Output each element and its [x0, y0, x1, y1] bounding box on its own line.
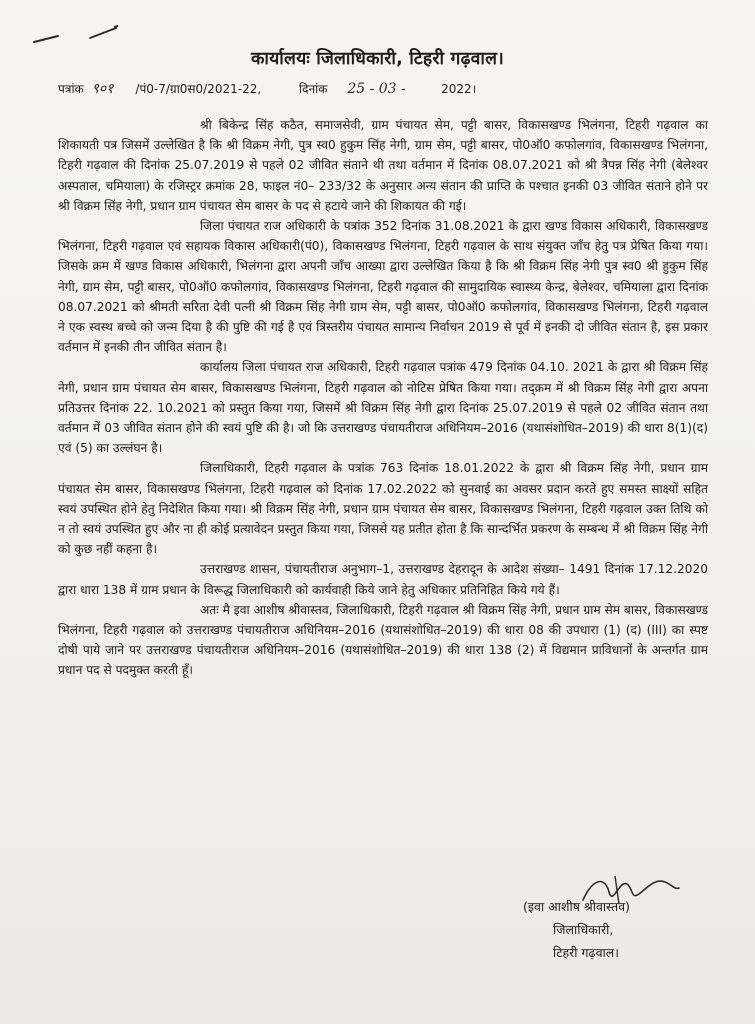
date-label: दिनांक	[299, 82, 328, 96]
patrank-label: पत्रांक	[58, 82, 84, 96]
date-handwritten: 25 - 03 -	[347, 81, 406, 97]
reference-line	[58, 79, 698, 98]
file-number: /पं0-7/ग्रा0स0/2021-22,	[135, 82, 262, 96]
paragraph-order: अतः मै इवा आशीष श्रीवास्तव, जिलाधिकारी, टिहरी गढ़वाल श्री विक्रम सिंह नेगी, प्रधान ग्राम सेम बासर, विकासखण्ड भिलंगना, टिहरी गढ़वाल को उत्तराखण्ड पंचायतीराज अधिनियम–2016 (यथासंशोधित–2019) की धारा 08 की उपधारा (1) (द) (III) का स्पष्ट दोषी पाये जाने पर उत्तराखण्ड पंचायतीराज अधिनियम–2016 (यथासंशोधित–2019) की धारा 138 (2) में विद्यमान प्राविधानों के अन्तर्गत ग्राम प्रधान पद से पदमुक्त करती हूँ।	[58, 602, 708, 678]
date-year: 2022।	[441, 82, 477, 96]
signatory-name: (इवा आशीष श्रीवास्तव)	[523, 899, 630, 914]
signatory-office: टिहरी गढ़वाल।	[553, 945, 619, 960]
paragraph-inquiry: जिला पंचायत राज अधिकारी के पत्रांक 352 दिनांक 31.08.2021 के द्वारा खण्ड विकास अधिकारी, विकासखण्ड भिलंगना, टिहरी गढ़वाल एवं सहायक विकास अधिकारी(पं0), विकासखण्ड भिलंगना, टिहरी गढ़वाल के साथ संयुक्त जाँच हेतु पत्र प्रेषित किया गया। जिसके क्रम में खण्ड विकास अधिकारी, भिलंगना द्वारा अपनी जाँच आख्या द्वारा उल्लेखित किया है कि श्री विक्रम सिंह नेगी पुत्र स्व0 श्री हुकुम सिंह नेगी, ग्राम सेम, पट्टी बासर, पो0ऑ0 कफोलगांव, विकासखण्ड भिलंगना, टिहरी गढ़वाल की सामुदायिक स्वास्थ्य केन्द्र, बेलेश्वर, चमियाला द्वारा दिनांक 08.07.2021 को श्रीमती सरिता देवी पत्नी श्री विक्रम सिंह नेगी ग्राम सेम, पट्टी बासर, पो0ऑ0 कफोलगांव, विकासखण्ड भिलंगना, टिहरी गढ़वाल ने एक स्वस्थ बच्चे को जन्म दिया है की पुष्टि की गई है एवं त्रिस्तरीय पंचायत सामान्य निर्वाचन 2019 से पूर्व में इनकी दो जीवित संतान है, इस प्रकार वर्तमान में इनकी तीन जीवित संतान है।	[58, 219, 708, 355]
paragraph-authority: उत्तराखण्ड शासन, पंचायतीराज अनुभाग–1, उत्तराखण्ड देहरादून के आदेश संख्या– 1491 दिनांक 17.12.2020 द्वारा धारा 138 में ग्राम प्रधान के विरूद्ध जिलाधिकारी को कार्यवाही किये जाने हेतु अधिकार प्रतिनिहित किये गये हैं।	[58, 562, 708, 597]
paragraph-complaint: श्री बिकेन्द्र सिंह कठैत, समाजसेवी, ग्राम पंचायत सेम, पट्टी बासर, विकासखण्ड भिलंगना, टिहरी गढ़वाल का शिकायती पत्र जिसमें उल्लेखित है कि श्री विक्रम नेगी, पुत्र स्व0 हुकुम सिंह नेगी, ग्राम सेम, पट्टी बासर, पो0ऑ0 कफोलगांव, विकासखण्ड भिलंगना, टिहरी गढ़वाल की दिनांक 25.07.2019 से पहले 02 जीवित संताने थी तथा वर्तमान में दिनांक 08.07.2021 को श्री त्रैपन्न सिंह नेगी (बेलेश्वर अस्पताल, चमियाला) के रजिस्ट्रर क्रमांक 28, फाइल नं0– 233/32 के अनुसार अन्य संतान की प्राप्ति के पश्चात इनकी 03 जीवित संताने होने पर श्री विक्रम सिंह नेगी, प्रधान ग्राम पंचायत सेम बासर के पद से हटाये जाने की शिकायत की गई।	[58, 118, 708, 213]
signatory-designation: जिलाधिकारी,	[553, 922, 614, 937]
patrank-number: ९०१	[91, 81, 114, 97]
paragraph-hearing: जिलाधिकारी, टिहरी गढ़वाल के पत्रांक 763 दिनांक 18.01.2022 के द्वारा श्री विक्रम सिंह नेगी, प्रधान ग्राम पंचायत सेम बासर, विकासखण्ड भिलंगना, टिहरी गढ़वाल को दिनांक 17.02.2022 को सुनवाई का अवसर प्रदान करते हुए समस्त साक्ष्यों सहित स्वयं उपस्थित होने हेतु निदेशित किया गया। श्री विक्रम सिंह नेगी, प्रधान ग्राम पंचायत सेम बासर, विकासखण्ड भिलंगना, टिहरी गढ़वाल उक्त तिथि को न तो स्वयं उपस्थित हुए और ना ही कोई प्रत्यावेदन प्रस्तुत किया गया, जिससे यह प्रतीत होता है कि सान्दर्भित प्रकरण के सम्बन्ध में श्री विक्रम सिंह नेगी को कुछ नहीं कहना है।	[58, 461, 708, 557]
signatory-block	[523, 895, 723, 964]
office-heading: कार्यालयः जिलाधिकारी, टिहरी गढ़वाल।	[250, 49, 504, 69]
letter-body	[58, 115, 708, 681]
paragraph-notice: कार्यालय जिला पंचायत राज अधिकारी, टिहरी गढ़वाल पत्रांक 479 दिनांक 04.10. 2021 के द्वारा श्री विक्रम सिंह नेगी, प्रधान ग्राम पंचायत सेम बासर, विकासखण्ड भिलंगना, टिहरी गढ़वाल को नोटिस प्रेषित किया गया। तद्क्रम में श्री विक्रम सिंह नेगी द्वारा अपना प्रतिउत्तर दिनांक 22. 10.2021 को प्रस्तुत किया गया, जिसमें श्री विक्रम सिंह नेगी द्वारा दिनांक 25.07.2019 से पहले 02 जीवित संतान तथा वर्तमान में 03 जीवित संतान होने की स्वयं पुष्टि की है। जो कि उत्तराखण्ड पंचायतीराज अधिनियम–2016 (यथासंशोधित–2019) की धारा 8(1)(द) एवं (5) का उल्लंघन है।	[58, 360, 708, 456]
